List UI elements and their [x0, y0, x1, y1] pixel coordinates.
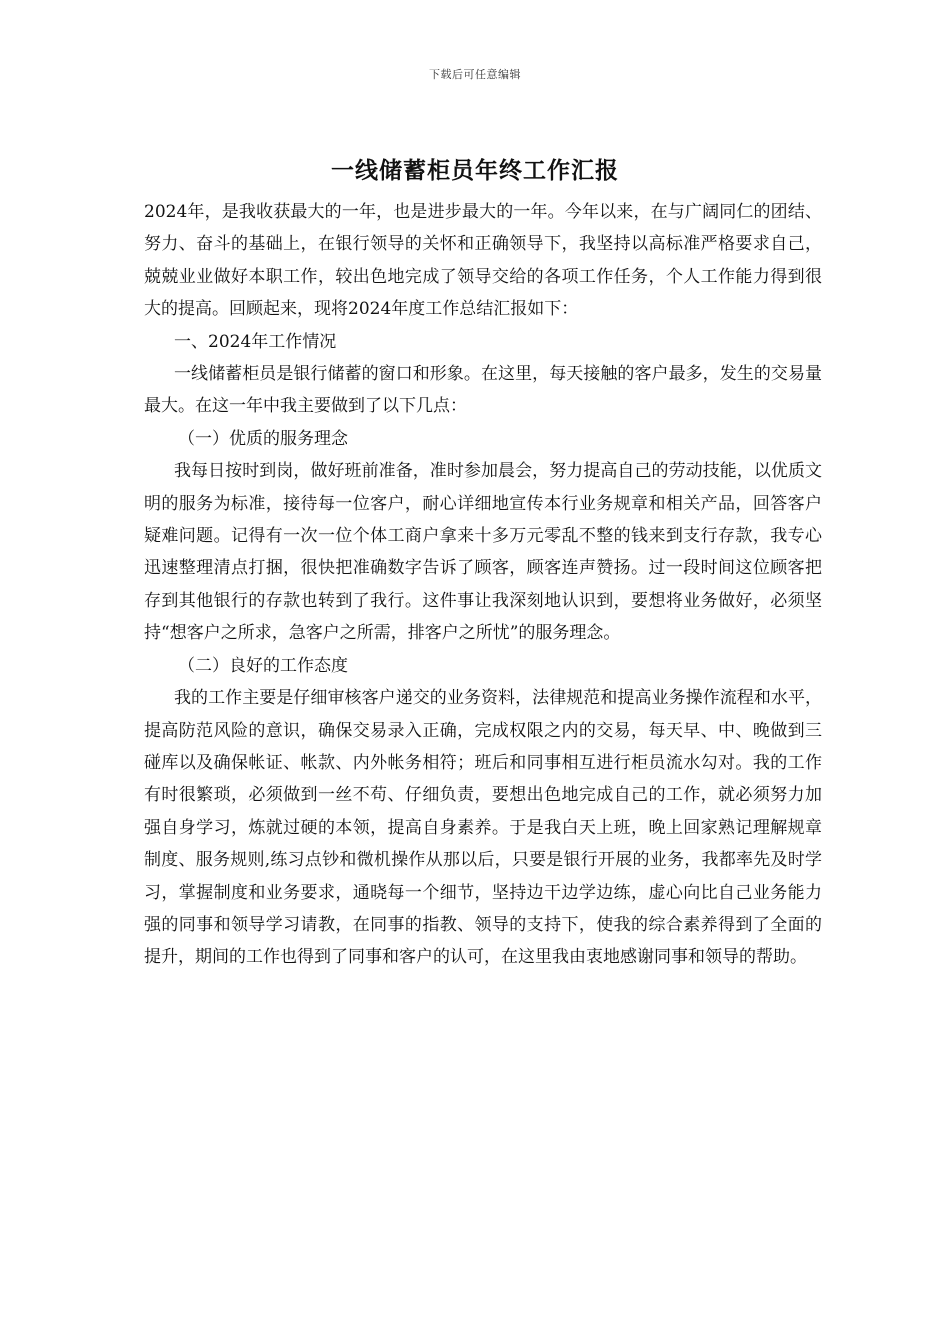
section-heading-work-status: 一、2024年工作情况	[174, 331, 337, 352]
document-body	[144, 196, 822, 974]
document-title: 一线储蓄柜员年终工作汇报	[331, 157, 619, 184]
subheading-service-concept: （一）优质的服务理念	[178, 428, 348, 449]
subheading-work-attitude: （二）良好的工作态度	[178, 655, 348, 676]
header-note: 下载后可任意编辑	[429, 68, 521, 81]
work-attitude-paragraph: 我的工作主要是仔细审核客户递交的业务资料，法律规范和提高业务操作流程和水平，提高防范风险的意识，确保交易录入正确，完成权限之内的交易，每天早、中、晚做到三碰库以及确保帐证、帐款、内外帐务相符；班后和同事相互进行柜员流水勾对。我的工作有时很繁琐，必须做到一丝不苟、仔细负责，要想出色地完成自己的工作，就必须努力加强自身学习，炼就过硬的本领，提高自身素养。于是我白天上班，晚上回家熟记理解规章制度、服务规则,练习点钞和微机操作从那以后，只要是银行开展的业务，我都率先及时学习，掌握制度和业务要求，通晓每一个细节，坚持边干边学边练，虚心向比自己业务能力强的同事和领导学习请教，在同事的指教、领导的支持下，使我的综合素养得到了全面的提升，期间的工作也得到了同事和客户的认可，在这里我由衷地感谢同事和领导的帮助。	[144, 688, 822, 968]
service-concept-paragraph: 我每日按时到岗，做好班前准备，准时参加晨会，努力提高自己的劳动技能，以优质文明的服务为标准，接待每一位客户，耐心详细地宣传本行业务规章和相关产品，回答客户疑难问题。记得有一次一位个体工商户拿来十多万元零乱不整的钱来到支行存款，我专心迅速整理清点打捆，很快把准确数字告诉了顾客，顾客连声赞扬。过一段时间这位顾客把存到其他银行的存款也转到了我行。这件事让我深刻地认识到，要想将业务做好，必须坚持“想客户之所求，急客户之所需，排客户之所忧”的服务理念。	[144, 461, 822, 644]
section-intro-paragraph: 一线储蓄柜员是银行储蓄的窗口和形象。在这里，每天接触的客户最多，发生的交易量最大。在这一年中我主要做到了以下几点：	[144, 364, 822, 417]
intro-paragraph: 2024年，是我收获最大的一年，也是进步最大的一年。今年以来，在与广阔同仁的团结、努力、奋斗的基础上，在银行领导的关怀和正确领导下，我坚持以高标准严格要求自己，兢兢业业做好本职工作，较出色地完成了领导交给的各项工作任务，个人工作能力得到很大的提高。回顾起来，现将2024年度工作总结汇报如下：	[144, 202, 822, 320]
